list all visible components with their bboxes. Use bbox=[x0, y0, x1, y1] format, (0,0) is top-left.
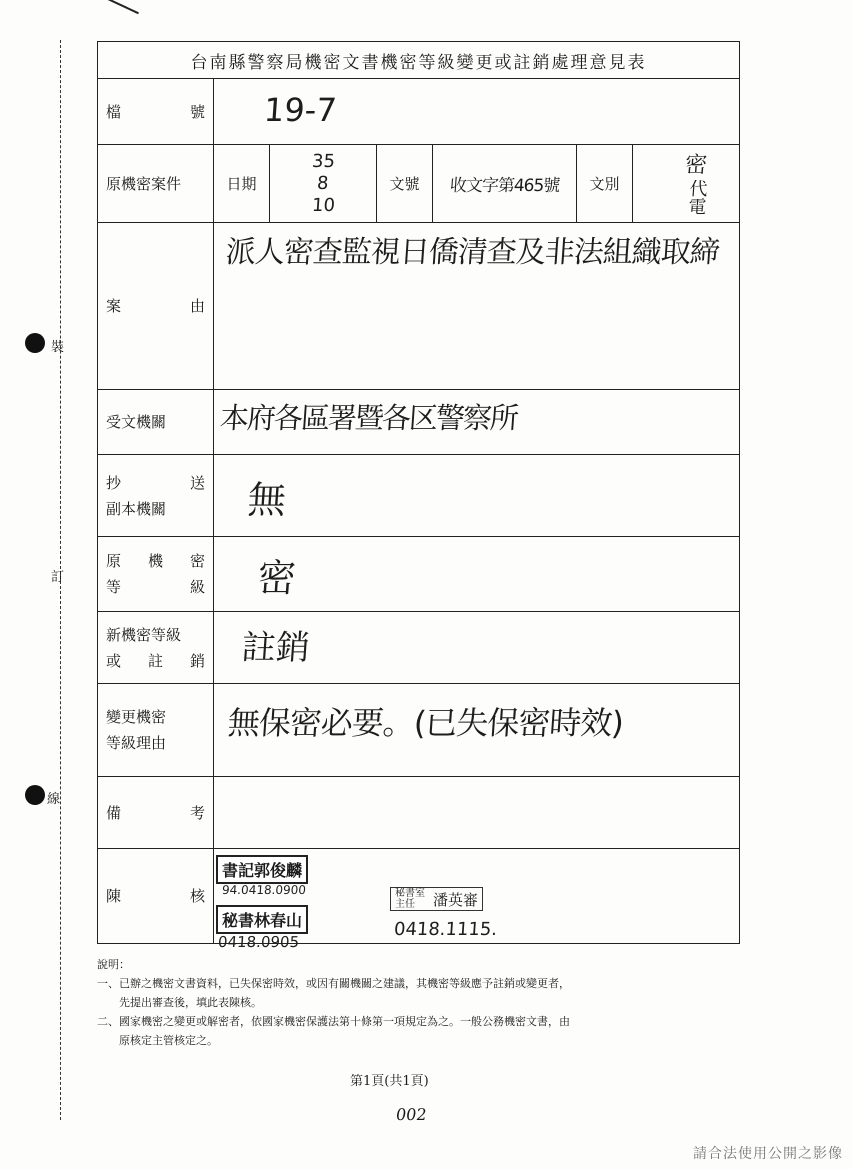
label-reason: 案 由 bbox=[98, 223, 214, 389]
declassification-form bbox=[97, 41, 740, 951]
notes-section bbox=[97, 955, 747, 1050]
row-original-level bbox=[98, 537, 739, 612]
page-number: 第1頁(共1頁) bbox=[350, 1074, 429, 1089]
handwritten-page-number: 002 bbox=[394, 1105, 428, 1124]
director-seal bbox=[390, 887, 483, 911]
footer-watermark: 請合法使用公開之影像 bbox=[693, 1146, 843, 1162]
doc-no-value-cell bbox=[433, 145, 577, 222]
director-seal-time: 0418.1115. bbox=[393, 919, 498, 940]
director-seal-name: 潘英審 bbox=[433, 890, 479, 909]
type-value-secret: 密 bbox=[684, 152, 708, 178]
label-review: 陳 核 bbox=[98, 849, 214, 943]
secretary-seal: 秘書林春山 bbox=[216, 905, 308, 934]
binding-hole-top bbox=[25, 333, 45, 353]
notes-item: 一、已辦之機密文書資料，已失保密時效，或因有關機關之建議，其機密等級應予註銷或變更者， bbox=[97, 977, 570, 990]
label-recipient: 受文機關 bbox=[98, 390, 214, 454]
corner-pen-stroke bbox=[95, 0, 139, 14]
doc-no-value: 收文字第465號 bbox=[448, 176, 560, 196]
label-file-number: 檔 號 bbox=[98, 79, 214, 144]
notes-heading: 說明： bbox=[97, 958, 130, 971]
row-copy-to bbox=[98, 455, 739, 537]
label-original-level: 原 機 密 等 級 bbox=[98, 537, 214, 611]
label-remarks: 備 考 bbox=[98, 777, 214, 848]
clerk-seal-time: 94.0418.0900 bbox=[221, 883, 307, 897]
binding-hole-bottom bbox=[25, 785, 45, 805]
row-reason bbox=[98, 223, 739, 390]
doc-no-label: 文號 bbox=[377, 145, 433, 222]
row-new-level bbox=[98, 612, 739, 684]
notes-item: 先提出審查後，填此表陳核。 bbox=[97, 996, 262, 1009]
row-remarks bbox=[98, 777, 739, 849]
new-level-cell bbox=[214, 612, 739, 683]
row-original-case bbox=[98, 145, 739, 223]
reason-cell bbox=[214, 223, 739, 389]
change-reason-value: 無保密必要。(已失保密時效) bbox=[226, 704, 625, 742]
date-month: 8 bbox=[316, 172, 330, 194]
binding-label-top: 裝 bbox=[51, 340, 65, 355]
binding-label-bottom: 線 bbox=[47, 792, 61, 807]
new-level-value: 註銷 bbox=[240, 628, 312, 668]
original-case-cell bbox=[214, 145, 739, 222]
date-day: 10 bbox=[310, 194, 336, 216]
form-title: 台南縣警察局機密文書機密等級變更或註銷處理意見表 bbox=[98, 42, 739, 79]
reason-value: 派人密查監視日僑清查及非法組織取締 bbox=[224, 235, 720, 270]
review-cell bbox=[214, 849, 739, 951]
clerk-seal: 書記郭俊麟 bbox=[216, 855, 308, 884]
date-value-cell bbox=[270, 145, 377, 222]
remarks-cell bbox=[214, 777, 739, 848]
copy-to-cell bbox=[214, 455, 739, 536]
copy-to-value: 無 bbox=[246, 478, 288, 522]
file-number-cell bbox=[214, 79, 739, 144]
label-new-level: 新機密等級 或 註 銷 bbox=[98, 612, 214, 683]
row-file-number bbox=[98, 79, 739, 145]
date-year: 35 bbox=[310, 150, 336, 172]
original-level-cell bbox=[214, 537, 739, 611]
director-seal-title: 秘書室主任 bbox=[395, 888, 425, 910]
row-review bbox=[98, 849, 739, 951]
binding-label-middle: 訂 bbox=[51, 570, 65, 585]
notes-item: 二、國家機密之變更或解密者，依國家機密保護法第十條第一項規定為之。一般公務機密文書，由 bbox=[97, 1015, 570, 1028]
type-value-cell bbox=[633, 145, 739, 222]
recipient-value: 本府各區署暨各区警察所 bbox=[218, 401, 519, 435]
label-change-reason: 變更機密 等級理由 bbox=[98, 684, 214, 776]
change-reason-cell bbox=[214, 684, 739, 776]
label-copy-to: 抄 送 副本機關 bbox=[98, 455, 214, 536]
row-recipient bbox=[98, 390, 739, 455]
file-number-value: 19-7 bbox=[262, 91, 338, 129]
type-label: 文別 bbox=[577, 145, 633, 222]
row-change-reason bbox=[98, 684, 739, 777]
label-original-case: 原機密案件 bbox=[98, 145, 214, 222]
secretary-seal-time: 0418.0905 bbox=[217, 933, 300, 951]
date-label: 日期 bbox=[214, 145, 270, 222]
recipient-cell bbox=[214, 390, 739, 454]
type-value-telegram: 代電 bbox=[684, 178, 709, 215]
notes-item: 原核定主管核定之。 bbox=[97, 1034, 218, 1047]
original-level-value: 密 bbox=[256, 556, 298, 600]
